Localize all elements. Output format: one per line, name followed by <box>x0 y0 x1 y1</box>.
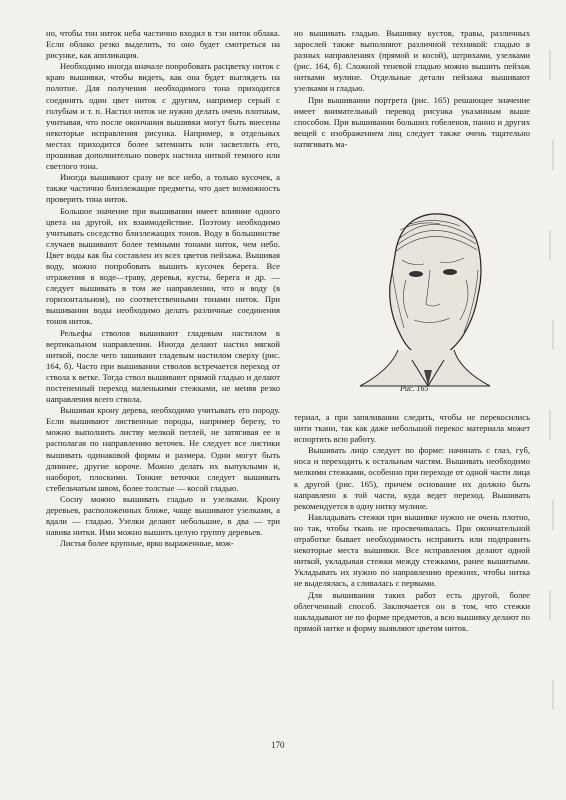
paragraph: но вышивать гладью. Вышивку кустов, травы, различных зарослей также выполняют различной техникой: гладью в разных направлениях (прямой и косой), штрихами, узелками (рис. 164, б). Сложной теневой гладью можно вышить пейзаж нитками мулине. Отдельные детали пейзажа вышивают узелками и гладью. <box>294 28 530 94</box>
paragraph: Иногда вышивают сразу не все небо, а только кусочек, а также частично близлежащие предметы, что дает возможность проверить тона ниток. <box>46 172 280 205</box>
paragraph: Сосну можно вышивать гладью и узелками. Крону деревьев, расположенных ближе, чаще вышивают узелками, а вдали — гладью. Узелки делают небольшие, в два — три навива нитки. Ими можно вышить целую группу деревьев. <box>46 493 280 538</box>
figure-caption: Рис. 165 <box>400 384 429 393</box>
paragraph: но, чтобы тон ниток неба частично входил в тэн ниток облака. Если облако резко выделить, то оно будет смотреться на рисунке, как аппликация. <box>46 28 280 61</box>
paragraph: териал, а при запяливании следить, чтобы не перекосились нити ткани, так как даже небольшой перекос материала может испортить всю работу. <box>294 412 530 445</box>
paragraph: Вышивать лицо следует по форме: начинать с глаз, губ, носа и переходить к остальным частям. Вышивать необходимо мелкими стежками, особенно при переходе от одной части лица к другой (рис. 165), причем основание их должно быть направлено к той части, куда ведет переход. Вышивать рекомендуется в одну нитку мулине. <box>294 445 530 511</box>
paragraph: Необходимо иногда вначале попробовать расцветку ниток с краю вышивки, чтобы видеть, как она будет выглядеть на полотне. Для получения необходимого тона приходится соединять один цвет ниток с другим, например серый с голубым и т. п. Настил ниток не нужно делать очень плотным, учитывая, что после окончания вышивки могут быть внесены некоторые исправления рисунка. Например, в отдельных местах приходится более затемнить или засветлить его, прошивая дополнительно поверх настила ниткой темного или светлого тона. <box>46 61 280 172</box>
paragraph: Вышивая крону дерева, необходимо учитывать его породу. Если вышивают лиственные породы, например березу, то можно выполнить листву мелкой петлей, не затягивая ее и располагая по направлению веточек. Не следует все листики вышивать одинаковой формы и размера. Одни могут быть длиннее, другие короче. Можно делать их выпуклыми и, наоборот, плоскими. Тонкие веточки следует вышивать стебельчатым швом, более толстые — косой гладью. <box>46 405 280 493</box>
paragraph: Большое значение при вышивании имеет влияние одного цвета на другой, их взаимодействие. Поэтому необходимо учитывать соседство близлежащих тонов. Воду в большинстве случаев вышивают более темными тонами ниток, чем небо. Цвет воды как бы составлен из всех цветов пейзажа. Вышивая воду, можно попробовать вышить кусочек берега. Все отражения в воде—траву, деревья, кусты, берега и др. — следует вышивать в том же направлении, что и воду (в горизонтальном), но соответственными тонами ниток. При вышивании воды необходимо делать различные соединения тонов ниток. <box>46 205 280 327</box>
paragraph: Рельефы стволов вышивают гладевым настилом в вертикальном направлении. Иногда делают настил мягкой ниткой, после чего зашивают гладевым настилом сверху (рис. 164, б). Часто при вышивании стволов встречается переход от ствола к ветке. Тогда ствол вышивают прямой гладью и делают постепенный переход маленькими стежками, не меняя резко направления всего ствола. <box>46 327 280 405</box>
paragraph: Накладывать стежки при вышивке нужно не очень плотно, но так, чтобы ткань не просвечивалась. При окончательной отработке бывает необходимость исправить или подправить некоторые места вышивки. Все исправления делают одной ниткой, укладывая стежки между стежками, ранее вышитыми. Укладывать их нужно по направлению прежних, чтобы нитка не выделялась, а сливалась с первыми. <box>294 511 530 589</box>
right-text-column-bottom <box>294 412 530 634</box>
right-text-column-top <box>294 28 530 150</box>
paragraph: При вышивании портрета (рис. 165) решающее значение имеет внимательный перевод рисунка указанным выше способом. При вышивании больших гобеленов, панно и других вещей с изображением лиц следует также очень тщательно натягивать ма- <box>294 94 530 149</box>
portrait-illustration <box>340 200 510 400</box>
paragraph: Листья более крупные, ярко выраженные, мож- <box>60 538 234 549</box>
scan-edge-marks <box>546 20 560 780</box>
page-number: 170 <box>271 740 285 750</box>
left-text-column <box>46 28 280 549</box>
paragraph: Для вышивания таких работ есть другой, более облегченный способ. Заключается он в том, что стежки накладывают не по форме предметов, а всю вышивку делают по прямой нитке и форму выявляют цветом ниток. <box>294 589 530 633</box>
